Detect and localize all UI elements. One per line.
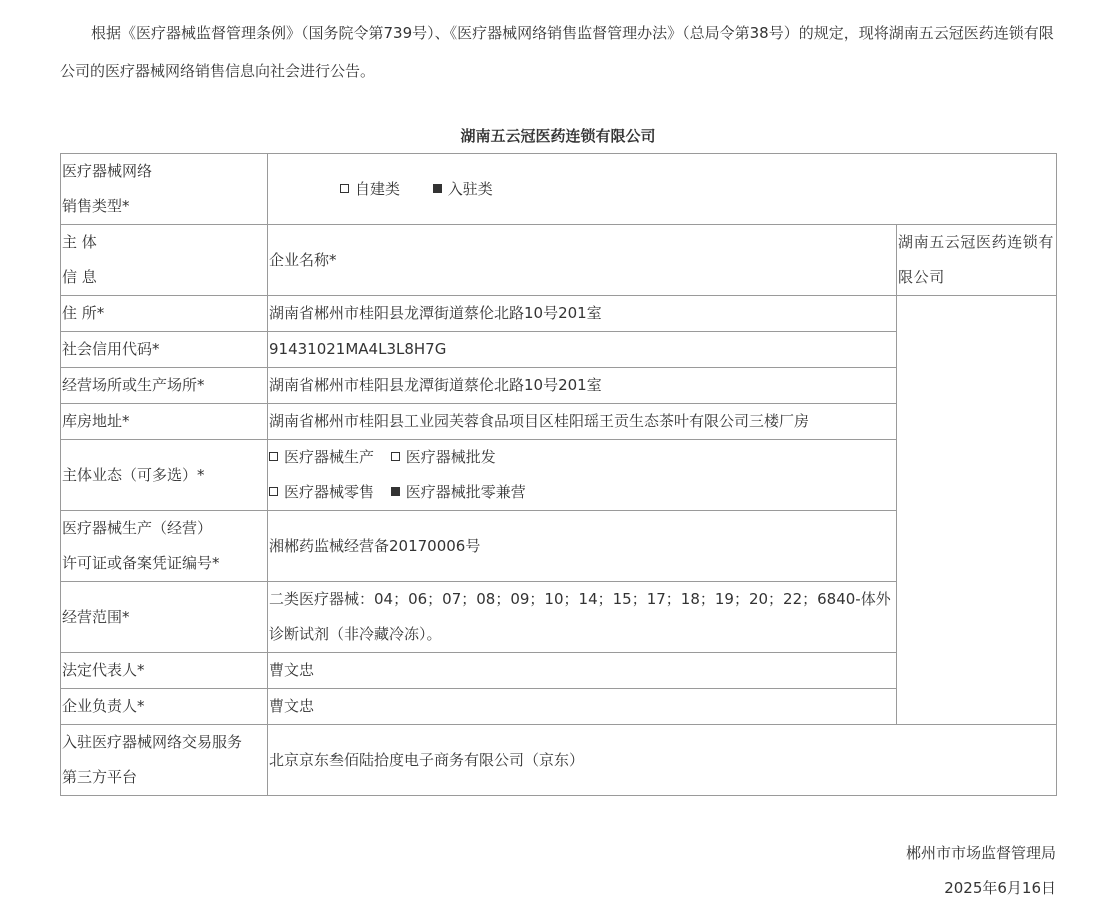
legal-rep-value: 曹文忠 [268, 653, 897, 689]
filled-checkbox-icon [391, 487, 400, 496]
row-platform [61, 725, 1057, 796]
option-wholesale-retail: 医疗器械批零兼营 [391, 483, 526, 501]
principal-value: 曹文忠 [268, 689, 897, 725]
platform-label: 入驻医疗器械网络交易服务 第三方平台 [61, 725, 268, 796]
option-settled: 入驻类 [433, 180, 493, 198]
empty-checkbox-icon [269, 452, 278, 461]
option-wholesale: 医疗器械批发 [391, 448, 496, 466]
company-name-label: 企业名称* [268, 225, 897, 296]
sales-type-options [268, 154, 1057, 225]
empty-checkbox-icon [340, 184, 349, 193]
row-sales-type [61, 154, 1057, 225]
company-name-value: 湖南五云冠医药连锁有限公司 [897, 225, 1057, 296]
address-value: 湖南省郴州市桂阳县龙潭街道蔡伦北路10号201室 [268, 296, 897, 332]
warehouse-label: 库房地址* [61, 404, 268, 440]
company-title: 湖南五云冠医药连锁有限公司 [460, 127, 656, 145]
credit-code-label: 社会信用代码* [61, 332, 268, 368]
principal-label: 企业负责人* [61, 689, 268, 725]
row-subject-info [61, 225, 1057, 296]
sales-type-label: 医疗器械网络 销售类型* [61, 154, 268, 225]
empty-checkbox-icon [391, 452, 400, 461]
license-label: 医疗器械生产（经营） 许可证或备案凭证编号* [61, 511, 268, 582]
business-form-options [268, 440, 897, 511]
issue-date: 2025年6月16日 [944, 879, 1056, 897]
subject-info-label: 主 体 信 息 [61, 225, 268, 296]
business-place-label: 经营场所或生产场所* [61, 368, 268, 404]
option-production: 医疗器械生产 [269, 448, 374, 466]
scope-value: 二类医疗器械：04；06；07；08；09；10；14；15；17；18；19；20；22；6840-体外诊断试剂（非冷藏冷冻）。 [268, 582, 897, 653]
legal-rep-label: 法定代表人* [61, 653, 268, 689]
license-value: 湘郴药监械经营备20170006号 [268, 511, 897, 582]
blank-side-cell [897, 296, 1057, 725]
intro-paragraph: 根据《医疗器械监督管理条例》（国务院令第739号）、《医疗器械网络销售监督管理办法》（总局令第38号）的规定，现将湖南五云冠医药连锁有限公司的医疗器械网络销售信息向社会进行公告。 [60, 24, 1054, 80]
filled-checkbox-icon [433, 184, 442, 193]
info-table [60, 153, 1057, 796]
issuing-authority: 郴州市市场监督管理局 [905, 844, 1056, 862]
platform-value: 北京京东叁佰陆拾度电子商务有限公司（京东） [268, 725, 1057, 796]
business-place-value: 湖南省郴州市桂阳县龙潭街道蔡伦北路10号201室 [268, 368, 897, 404]
option-self-built: 自建类 [340, 180, 400, 198]
option-retail: 医疗器械零售 [269, 483, 374, 501]
credit-code-value: 91431021MA4L3L8H7G [268, 332, 897, 368]
row-address [61, 296, 1057, 332]
address-label: 住 所* [61, 296, 268, 332]
empty-checkbox-icon [269, 487, 278, 496]
warehouse-value: 湖南省郴州市桂阳县工业园芙蓉食品项目区桂阳瑶王贡生态茶叶有限公司三楼厂房 [268, 404, 897, 440]
business-form-label: 主体业态（可多选）* [61, 440, 268, 511]
scope-label: 经营范围* [61, 582, 268, 653]
